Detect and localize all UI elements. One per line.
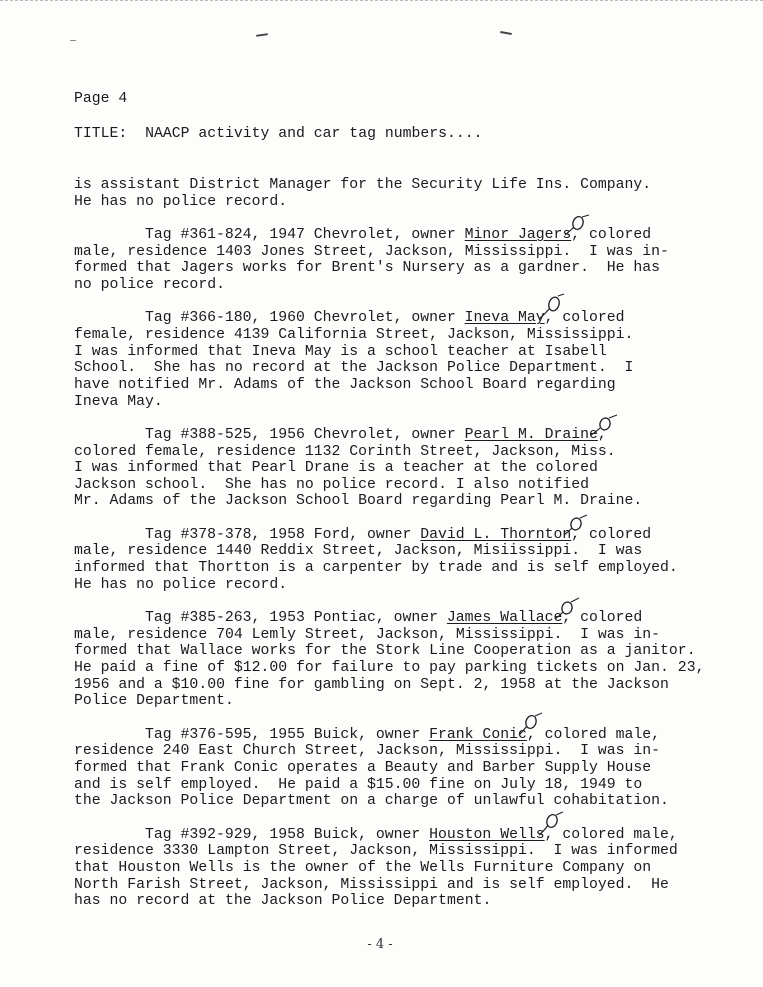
text-line: School. She has no record at the Jackson Police Department. I [74,360,634,377]
owner-name: Houston Wells [429,826,545,843]
text-line: formed that Frank Conic operates a Beauty and Barber Supply House [74,759,652,776]
text-line: and is self employed. He paid a $15.00 fine on July 18, 1949 to [74,776,643,793]
entry-first-line [74,727,754,744]
entry-after: , colored [544,310,625,327]
text-line: He has no police record. [74,193,288,210]
text-line: male, residence 704 Lemly Street, Jackson, Mississippi. I was in- [74,626,661,643]
text-line: Police Department. [74,693,234,710]
text-line: North Farish Street, Jackson, Mississippi and is self employed. He [74,876,669,893]
text-line: is assistant District Manager for the Security Life Ins. Company. [74,177,652,193]
owner-name: David L. Thornton [420,526,572,543]
tag-entry [74,727,754,810]
text-line: Ineva May. [74,393,163,410]
entry-after: , colored [571,526,652,543]
text-line: formed that Wallace works for the Stork Line Cooperation as a janitor. [74,643,696,660]
entry-lead: Tag #388-525, 1956 Chevrolet, owner [145,426,465,443]
tag-entry [74,227,754,294]
entry-first-line [74,427,754,444]
page-label: Page 4 [74,91,128,107]
text-line: I was informed that Pearl Drane is a teacher at the colored [74,460,598,477]
text-line: male, residence 1403 Jones Street, Jackson, Mississippi. I was in- [74,243,669,260]
title-label: TITLE: [74,126,128,142]
text-line: has no record at the Jackson Police Department. [74,893,492,910]
entry-first-line [74,610,754,627]
text-line: Mr. Adams of the Jackson School Board regarding Pearl M. Draine. [74,493,643,510]
text-line: formed that Jagers works for Brent's Nursery as a gardner. He has [74,260,661,277]
entry-lead: Tag #361-824, 1947 Chevrolet, owner [145,226,465,243]
text-line: informed that Thortton is a carpenter by trade and is self employed. [74,560,678,577]
text-line: colored female, residence 1132 Corinth Street, Jackson, Miss. [74,443,616,460]
entry-first-line [74,827,754,844]
text-line: residence 240 East Church Street, Jackson, Mississippi. I was in- [74,743,661,760]
owner-name: Pearl M. Draine [464,426,598,443]
tag-entry [74,427,754,510]
owner-name: James Wallace [446,610,563,627]
text-line: male, residence 1440 Reddix Street, Jackson, Misiissippi. I was [74,543,643,560]
owner-name: Minor Jagers [464,226,572,243]
entry-after: , colored [571,226,652,243]
tag-entry [74,527,754,594]
text-line: He paid a fine of $12.00 for failure to pay parking tickets on Jan. 23, [74,660,705,677]
entry-lead: Tag #385-263, 1953 Pontiac, owner [145,610,447,627]
entry-lead: Tag #376-595, 1955 Buick, owner [145,726,430,743]
intro-paragraph [74,177,754,210]
entry-lead: Tag #366-180, 1960 Chevrolet, owner [145,310,465,327]
scan-edge [0,0,763,1]
scan-smudge [256,33,268,37]
title-text: NAACP activity and car tag numbers.... [145,126,483,142]
text-line: have notified Mr. Adams of the Jackson School Board regarding [74,376,616,393]
tag-entry [74,310,754,410]
text-line: 1956 and a $10.00 fine for gambling on Sept. 2, 1958 at the Jackson [74,676,669,693]
entry-lead: Tag #378-378, 1958 Ford, owner [145,526,421,543]
owner-name: Frank Conic [429,726,527,743]
document-body [74,177,754,927]
scan-smudge [500,31,512,35]
entry-first-line [74,310,754,327]
owner-name: Ineva May [464,310,545,327]
text-line: residence 3330 Lampton Street, Jackson, Mississippi. I was informed [74,843,678,860]
entry-after: , [597,426,607,443]
text-line: He has no police record. [74,576,288,593]
page-number-footer: - 4 - [367,937,393,952]
entry-after: , colored male, [544,826,678,843]
entry-after: , colored male, [526,726,661,743]
text-line: no police record. [74,276,225,293]
document-title [74,126,483,143]
text-line: I was informed that Ineva May is a school teacher at Isabell [74,343,607,360]
scan-smudge [70,40,76,41]
entry-first-line [74,227,754,244]
tag-entry [74,827,754,910]
entry-lead: Tag #392-929, 1958 Buick, owner [145,826,430,843]
entry-first-line [74,527,754,544]
entry-after: , colored [562,610,643,627]
text-line: female, residence 4139 California Street, Jackson, Mississippi. [74,326,634,343]
tag-entry [74,610,754,710]
text-line: Jackson school. She has no police record. I also notified [74,476,590,493]
text-line: the Jackson Police Department on a charge of unlawful cohabitation. [74,793,669,810]
text-line: that Houston Wells is the owner of the Wells Furniture Company on [74,859,652,876]
